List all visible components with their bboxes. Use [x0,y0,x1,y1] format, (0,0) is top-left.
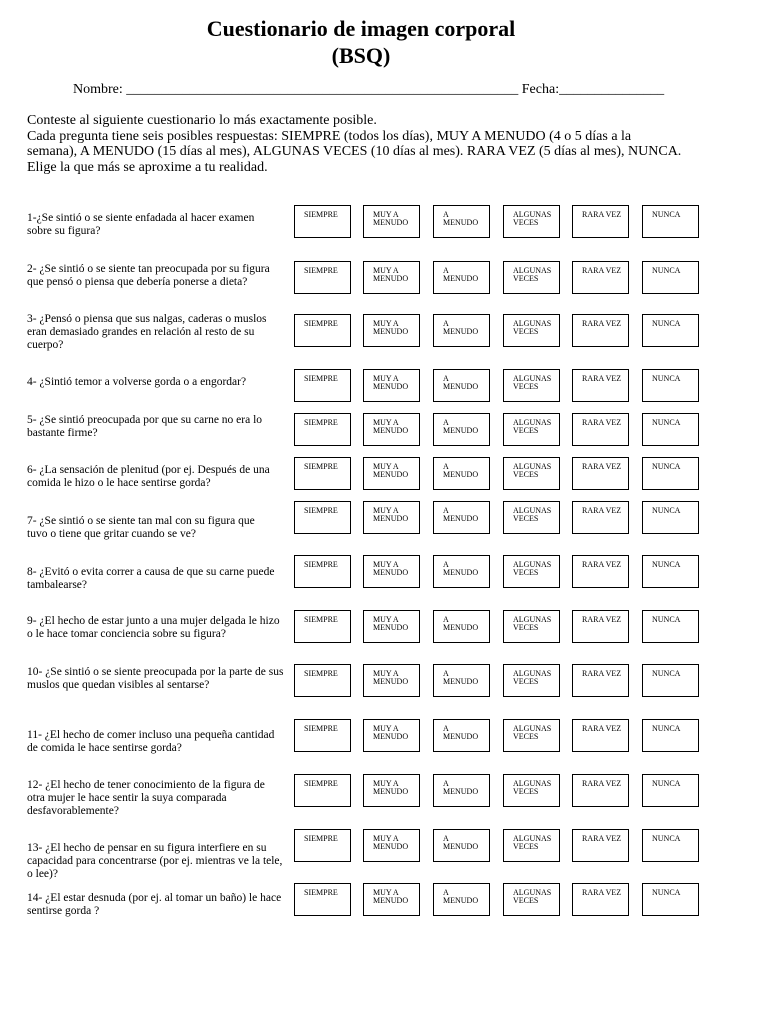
answer-box[interactable] [503,555,560,588]
answer-label: VECES [513,787,539,796]
instruction-line: Conteste al siguiente cuestionario lo más exactamente posible. [27,113,377,128]
answer-label: MENUDO [443,426,479,435]
answer-label: MUY A [373,834,399,843]
answer-label: RARA VEZ [582,834,622,843]
answer-label: SIEMPRE [304,779,338,788]
answer-label: A [443,779,449,788]
answer-label: A [443,615,449,624]
answer-label: A [443,834,449,843]
question-line: 1-¿Se sintió o se siente enfadada al hacer examen [27,212,255,224]
question-line: cuerpo? [27,339,64,351]
answer-box[interactable] [642,829,699,862]
question-line: muslos que quedan visibles al sentarse? [27,679,210,691]
answer-label: SIEMPRE [304,834,338,843]
question-line: eran demasiado grandes en relación al resto de su [27,326,255,338]
answer-label: MENUDO [443,274,479,283]
answer-label: MENUDO [443,623,479,632]
answer-label: NUNCA [652,724,681,733]
answer-box[interactable] [433,610,490,643]
answer-label: VECES [513,623,539,632]
answer-label: ALGUNAS [513,834,552,843]
answer-box[interactable] [503,664,560,697]
answer-box[interactable] [294,369,351,402]
answer-box[interactable] [642,610,699,643]
answer-box[interactable] [294,205,351,238]
answer-label: VECES [513,568,539,577]
answer-label: SIEMPRE [304,374,338,383]
question-line: 4- ¿Sintió temor a volverse gorda o a engordar? [27,376,247,388]
answer-box[interactable] [642,664,699,697]
answer-label: MUY A [373,779,399,788]
answer-box[interactable] [294,555,351,588]
question-line: 12- ¿El hecho de tener conocimiento de la figura de [27,779,265,791]
answer-label: SIEMPRE [304,266,338,275]
answer-box[interactable] [572,457,629,490]
answer-box[interactable] [363,610,420,643]
answer-label: ALGUNAS [513,374,552,383]
answer-box[interactable] [294,457,351,490]
answer-label: ALGUNAS [513,462,552,471]
answer-box[interactable] [572,314,629,347]
answer-label: NUNCA [652,560,681,569]
answer-box[interactable] [572,610,629,643]
question-line: de comida le hace sentirse gorda? [27,742,182,754]
question-text [27,414,289,440]
answer-box[interactable] [363,774,420,807]
instruction-line: Elige la que más se aproxime a tu realidad. [27,160,268,176]
answer-label: VECES [513,274,539,283]
answer-label: NUNCA [652,266,681,275]
answer-label: VECES [513,218,539,227]
answer-label: RARA VEZ [582,669,622,678]
answer-label: NUNCA [652,374,681,383]
answer-label: MENUDO [373,896,409,905]
answer-label: VECES [513,514,539,523]
answer-label: A [443,266,449,275]
answer-label: ALGUNAS [513,779,552,788]
answer-label: MENUDO [443,896,479,905]
question-text [27,515,289,541]
question-text [27,892,289,918]
question-text [27,566,289,592]
question-text [27,729,289,755]
question-text [27,263,289,289]
answer-label: MENUDO [373,514,409,523]
answer-box[interactable] [363,205,420,238]
question-line: 2- ¿Se sintió o se siente tan preocupada por su figura [27,263,270,275]
answer-label: SIEMPRE [304,418,338,427]
answer-label: ALGUNAS [513,266,552,275]
name-field[interactable]: ________________________________________________________ [126,82,519,97]
answer-box[interactable] [433,205,490,238]
answer-box[interactable] [503,413,560,446]
answer-label: VECES [513,327,539,336]
answer-label: MUY A [373,506,399,515]
page-subtitle: (BSQ) [331,43,391,68]
answer-box[interactable] [363,555,420,588]
answer-box[interactable] [503,883,560,916]
answer-box[interactable] [294,664,351,697]
answer-box[interactable] [433,719,490,752]
answer-label: MENUDO [443,842,479,851]
question-text [27,313,289,352]
question-text [27,779,289,818]
answer-label: MUY A [373,888,399,897]
answer-label: VECES [513,732,539,741]
answer-label: SIEMPRE [304,462,338,471]
answer-label: MUY A [373,319,399,328]
answer-box[interactable] [642,261,699,294]
answer-label: NUNCA [652,834,681,843]
answer-label: NUNCA [652,210,681,219]
question-line: o lee)? [27,868,58,880]
answer-label: MUY A [373,374,399,383]
answer-label: RARA VEZ [582,210,622,219]
answer-label: MENUDO [373,470,409,479]
answer-label: RARA VEZ [582,506,622,515]
answer-box[interactable] [363,719,420,752]
question-line: bastante firme? [27,427,98,439]
answer-label: MENUDO [373,732,409,741]
question-line: que pensó o piensa que debería ponerse a dieta? [27,276,248,288]
answer-label: MENUDO [443,470,479,479]
answer-label: MENUDO [373,327,409,336]
answer-box[interactable] [572,664,629,697]
page-title: Cuestionario de imagen corporal [206,16,516,41]
answer-label: MENUDO [443,677,479,686]
answer-box[interactable] [433,664,490,697]
answer-label: MUY A [373,669,399,678]
answer-box[interactable] [503,719,560,752]
answer-box[interactable] [642,457,699,490]
answer-box[interactable] [433,369,490,402]
answer-label: MUY A [373,724,399,733]
answer-box[interactable] [642,314,699,347]
answer-label: SIEMPRE [304,319,338,328]
answer-label: A [443,560,449,569]
answer-label: A [443,374,449,383]
answer-label: ALGUNAS [513,669,552,678]
answer-label: RARA VEZ [582,374,622,383]
answer-label: ALGUNAS [513,615,552,624]
answer-label: VECES [513,677,539,686]
answer-label: RARA VEZ [582,615,622,624]
answer-label: A [443,724,449,733]
answer-label: MENUDO [443,382,479,391]
question-line: desfavorablemente? [27,805,119,817]
answer-label: A [443,669,449,678]
answer-label: A [443,462,449,471]
question-line: 7- ¿Se sintió o se siente tan mal con su figura que [27,515,255,527]
answer-label: RARA VEZ [582,560,622,569]
answer-label: MENUDO [443,218,479,227]
answer-label: A [443,319,449,328]
answer-label: MENUDO [443,514,479,523]
answer-label: NUNCA [652,615,681,624]
answer-box[interactable] [572,883,629,916]
answer-box[interactable] [294,774,351,807]
answer-label: MUY A [373,418,399,427]
question-line: 3- ¿Pensó o piensa que sus nalgas, caderas o muslos [27,313,267,325]
answer-label: VECES [513,426,539,435]
answer-label: RARA VEZ [582,462,622,471]
answer-box[interactable] [572,413,629,446]
answer-box[interactable] [363,413,420,446]
date-field[interactable]: _______________ [559,82,665,97]
answer-label: MENUDO [443,568,479,577]
question-line: 10- ¿Se sintió o se siente preocupada por la parte de sus [27,666,284,678]
answer-box[interactable] [433,413,490,446]
question-line: tambalearse? [27,579,88,591]
question-line: comida le hizo o le hace sentirse gorda? [27,477,211,489]
answer-label: SIEMPRE [304,210,338,219]
answer-box[interactable] [294,883,351,916]
answer-label: RARA VEZ [582,779,622,788]
answer-box[interactable] [503,457,560,490]
answer-label: ALGUNAS [513,210,552,219]
answer-label: MENUDO [443,732,479,741]
answer-box[interactable] [572,261,629,294]
answer-box[interactable] [363,457,420,490]
answer-box[interactable] [503,314,560,347]
answer-box[interactable] [642,205,699,238]
answer-label: SIEMPRE [304,615,338,624]
answer-box[interactable] [363,829,420,862]
answer-box[interactable] [433,555,490,588]
answer-box[interactable] [294,501,351,534]
answer-box[interactable] [503,774,560,807]
answer-label: MENUDO [443,787,479,796]
instructions [27,113,717,176]
question-line: 11- ¿El hecho de comer incluso una pequeña cantidad [27,729,275,741]
question-text [27,464,289,490]
answer-label: VECES [513,896,539,905]
answer-box[interactable] [294,610,351,643]
question-line: 13- ¿El hecho de pensar en su figura interfiere en su [27,842,267,854]
answer-box[interactable] [572,501,629,534]
question-line: 5- ¿Se sintió preocupada por que su carne no era lo [27,414,263,426]
answer-box[interactable] [572,774,629,807]
answer-box[interactable] [503,829,560,862]
answer-label: RARA VEZ [582,418,622,427]
question-line: sobre su figura? [27,225,101,237]
answer-label: MENUDO [373,842,409,851]
answer-box[interactable] [433,501,490,534]
instruction-line: Cada pregunta tiene seis posibles respuestas: SIEMPRE (todos los días), MUY A MENUDO (4 o 5 días a la [27,128,632,144]
answer-label: ALGUNAS [513,888,552,897]
answer-label: MENUDO [373,218,409,227]
answer-label: NUNCA [652,418,681,427]
answer-label: NUNCA [652,319,681,328]
question-line: otra mujer le hace sentir la suya comparada [27,792,227,804]
answer-label: ALGUNAS [513,506,552,515]
question-line: sentirse gorda ? [27,905,100,917]
answer-box[interactable] [433,774,490,807]
answer-label: MUY A [373,210,399,219]
answer-label: A [443,888,449,897]
answer-box[interactable] [503,205,560,238]
answer-box[interactable] [363,261,420,294]
answer-label: ALGUNAS [513,560,552,569]
answer-box[interactable] [642,555,699,588]
question-line: 6- ¿La sensación de plenitud (por ej. Después de una [27,464,270,476]
answer-label: SIEMPRE [304,669,338,678]
question-line: 9- ¿El hecho de estar junto a una mujer delgada le hizo [27,615,280,627]
answer-box[interactable] [433,457,490,490]
question-text [27,615,289,641]
answer-label: MENUDO [373,426,409,435]
answer-box[interactable] [363,501,420,534]
answer-box[interactable] [642,719,699,752]
answer-box[interactable] [294,261,351,294]
answer-label: A [443,418,449,427]
answer-box[interactable] [433,829,490,862]
answer-label: NUNCA [652,506,681,515]
answer-label: MENUDO [373,274,409,283]
answer-box[interactable] [642,413,699,446]
answer-box[interactable] [503,610,560,643]
answer-label: VECES [513,842,539,851]
answer-box[interactable] [363,883,420,916]
answer-label: ALGUNAS [513,724,552,733]
answer-label: MUY A [373,462,399,471]
question-text [27,376,289,389]
answer-label: SIEMPRE [304,724,338,733]
answer-label: MUY A [373,560,399,569]
question-line: 8- ¿Evitó o evita correr a causa de que su carne puede [27,566,275,578]
answer-label: NUNCA [652,779,681,788]
answer-box[interactable] [433,883,490,916]
answer-box[interactable] [433,261,490,294]
answer-label: MENUDO [373,623,409,632]
answer-label: A [443,210,449,219]
answer-label: SIEMPRE [304,560,338,569]
question-text [27,212,289,238]
answer-label: SIEMPRE [304,506,338,515]
answer-label: SIEMPRE [304,888,338,897]
answer-box[interactable] [503,369,560,402]
answer-label: MENUDO [373,382,409,391]
answer-label: RARA VEZ [582,266,622,275]
instruction-line: semana), A MENUDO (15 días al mes), ALGUNAS VECES (10 días al mes). RARA VEZ (5 días al mes), NUNCA. [27,144,682,160]
answer-box[interactable] [294,829,351,862]
answer-label: NUNCA [652,669,681,678]
answer-label: NUNCA [652,888,681,897]
answer-label: RARA VEZ [582,319,622,328]
answer-box[interactable] [572,829,629,862]
answer-box[interactable] [642,501,699,534]
answer-box[interactable] [294,719,351,752]
name-label: Nombre: [73,82,123,97]
answer-box[interactable] [572,369,629,402]
answer-label: RARA VEZ [582,724,622,733]
answer-box[interactable] [642,774,699,807]
answer-box[interactable] [642,369,699,402]
answer-label: MENUDO [373,787,409,796]
answer-label: MENUDO [443,327,479,336]
answer-label: VECES [513,382,539,391]
answer-box[interactable] [363,664,420,697]
answer-label: MUY A [373,266,399,275]
question-line: 14- ¿El estar desnuda (por ej. al tomar un baño) le hace [27,892,282,904]
answer-label: ALGUNAS [513,418,552,427]
answer-box[interactable] [503,501,560,534]
answer-label: MENUDO [373,677,409,686]
name-date-line [73,82,664,98]
question-line: capacidad para concentrarse (por ej. mientras ve la tele, [27,855,283,867]
answer-label: NUNCA [652,462,681,471]
answer-box[interactable] [572,719,629,752]
question-line: o le hace tomar conciencia sobre su figura? [27,628,226,640]
answer-box[interactable] [503,261,560,294]
answer-box[interactable] [363,369,420,402]
answer-label: RARA VEZ [582,888,622,897]
answer-box[interactable] [294,413,351,446]
question-line: tuvo o tiene que gritar cuando se ve? [27,528,196,540]
answer-box[interactable] [294,314,351,347]
answer-label: ALGUNAS [513,319,552,328]
answer-label: VECES [513,470,539,479]
answer-box[interactable] [572,555,629,588]
answer-box[interactable] [363,314,420,347]
answer-box[interactable] [572,205,629,238]
answer-box[interactable] [433,314,490,347]
answer-label: MUY A [373,615,399,624]
answer-label: MENUDO [373,568,409,577]
question-text [27,842,289,881]
answer-label: A [443,506,449,515]
date-label: Fecha: [521,82,560,97]
question-text [27,666,289,692]
answer-box[interactable] [642,883,699,916]
